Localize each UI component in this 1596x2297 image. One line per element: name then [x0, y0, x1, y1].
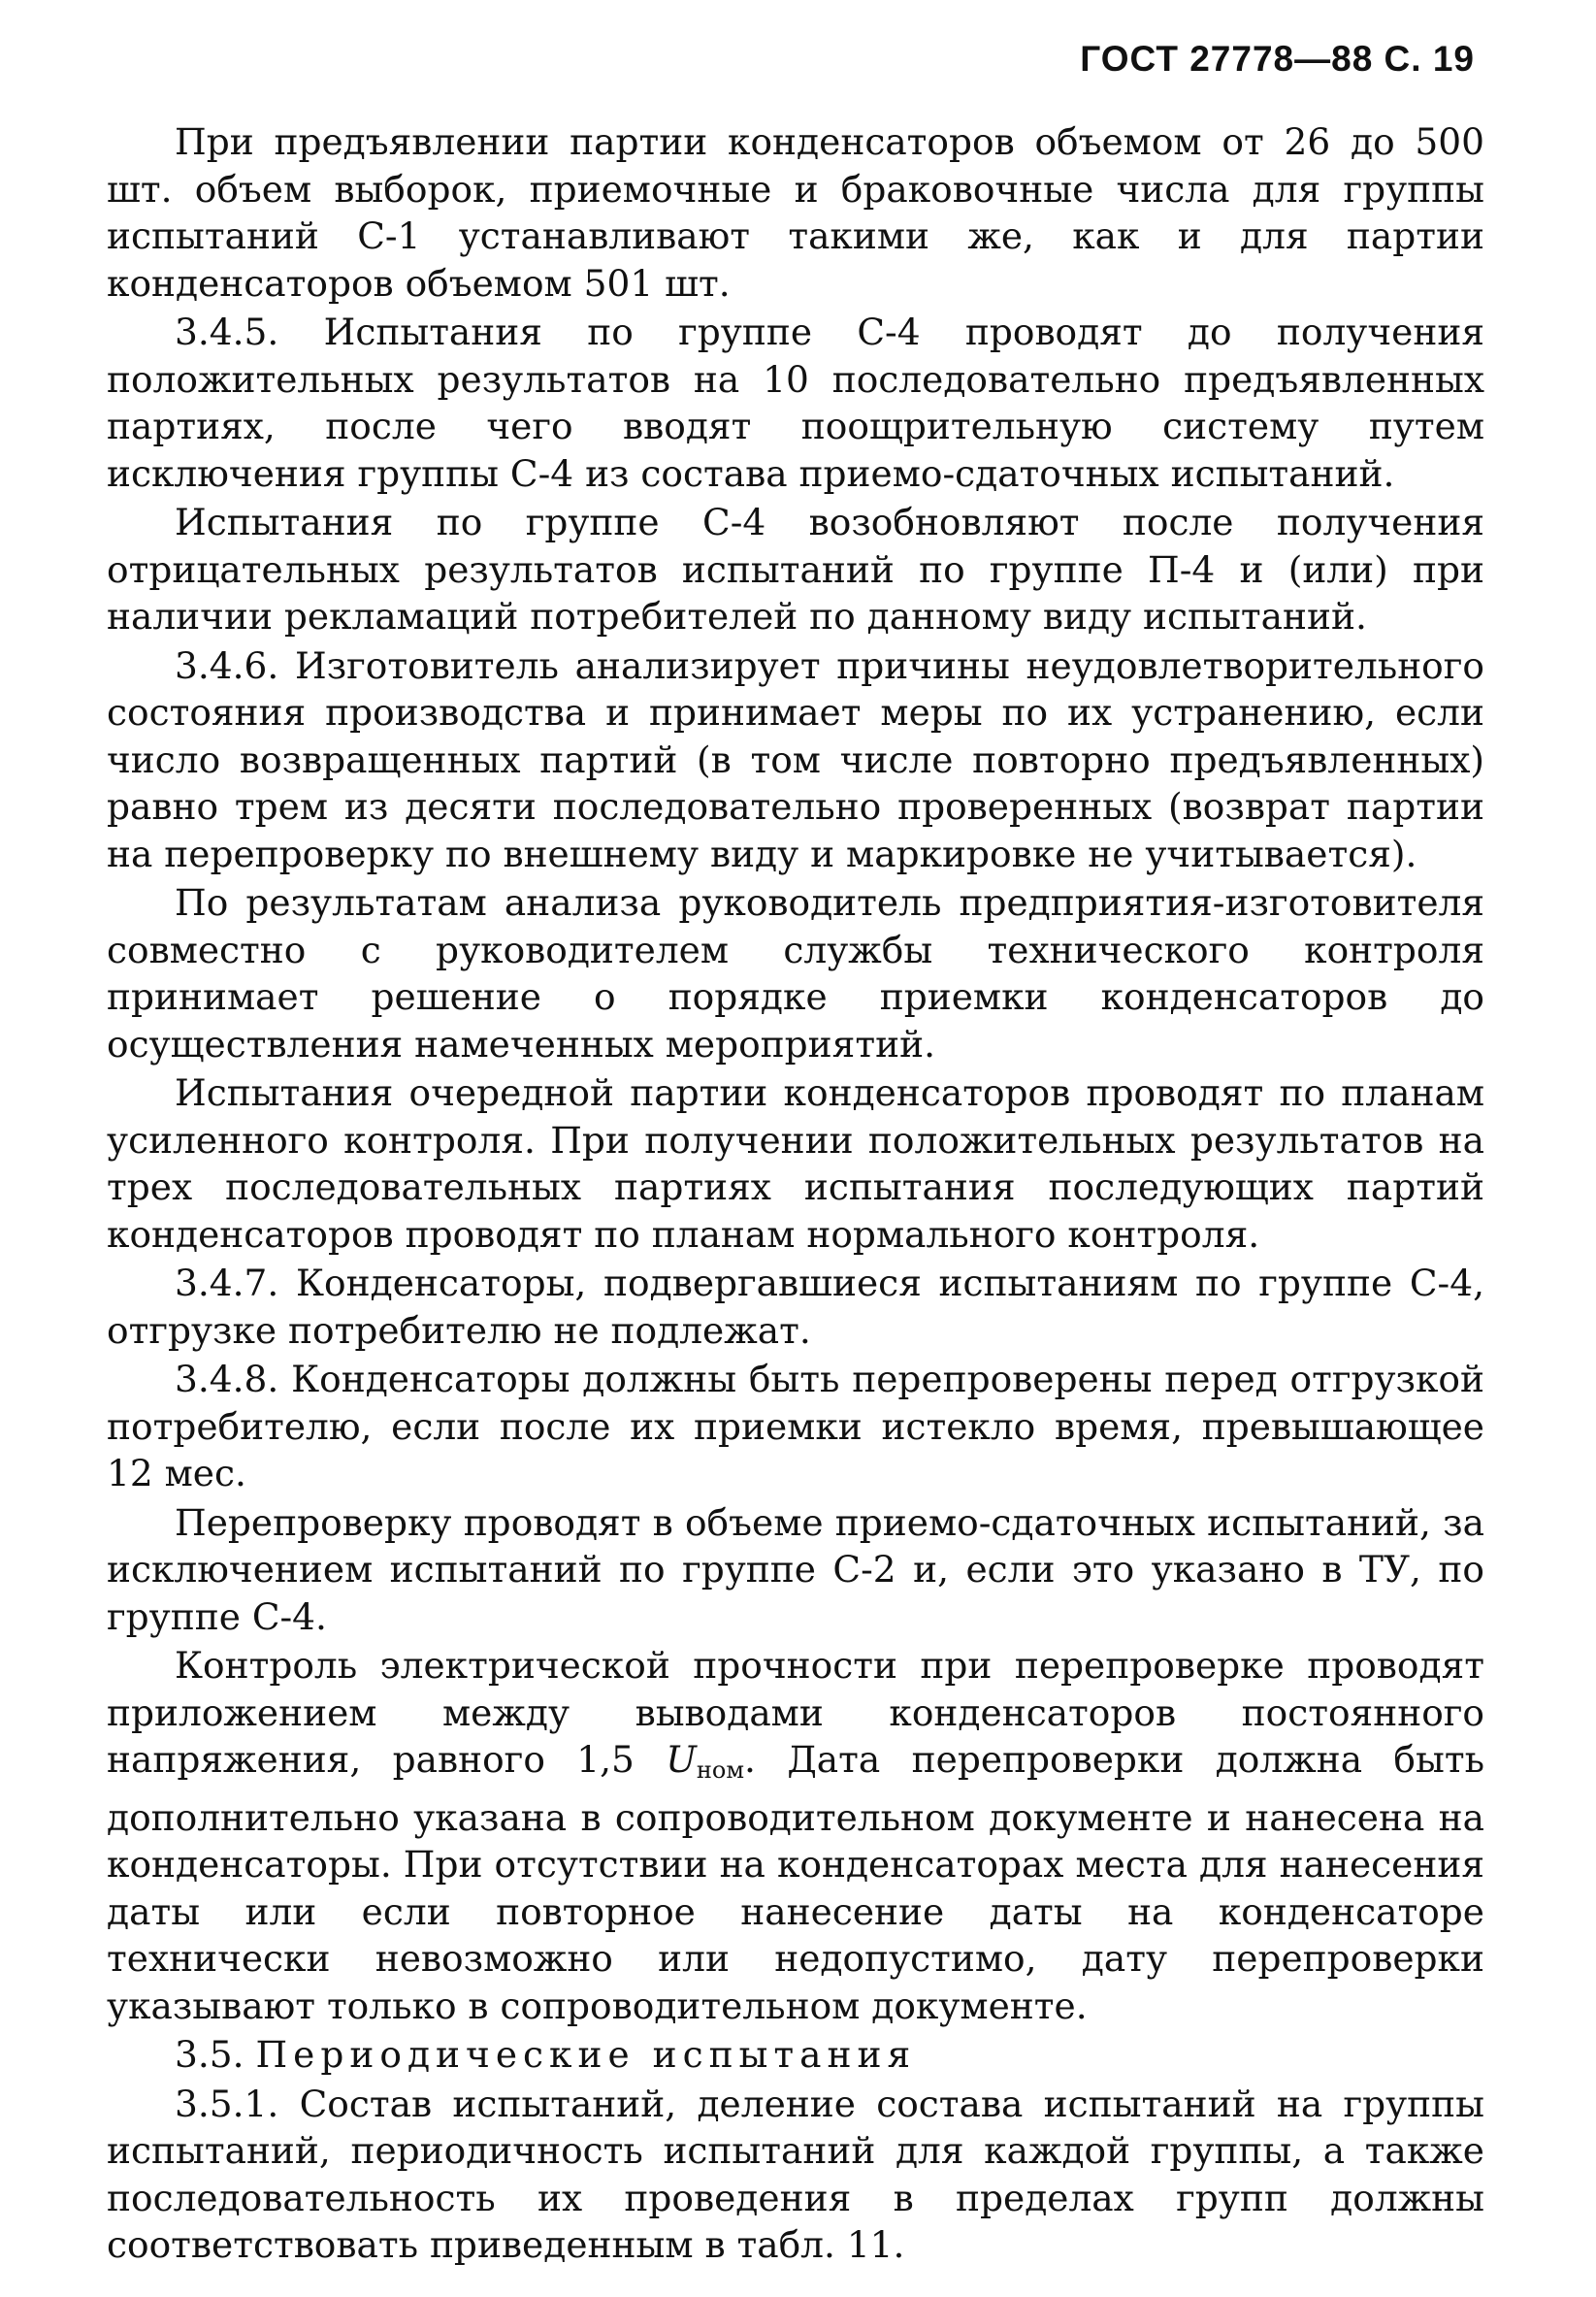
paragraph: Испытания по группе С-4 возобновляют после получения отрицательных результатов испытаний по группе П-4 и (или) при наличии рекламаций потребителей по данному виду испытаний. [107, 501, 1484, 638]
paragraph-voltage [107, 1642, 1484, 2029]
paragraph-3-4-5: 3.4.5. Испытания по группе С-4 проводят до получения положительных результатов на 10 последовательно предъявленных партиях, после чего вводят поощрительную систему путем исключения группы С-4 из состава приемо-сдаточных испытаний. [107, 311, 1484, 495]
paragraph-3-4-8: 3.4.8. Конденсаторы должны быть перепроверены перед отгрузкой потребителю, если после их приемки истекло время, превышающее 12 мес. [107, 1358, 1484, 1494]
paragraph: При предъявлении партии конденсаторов объемом от 26 до 500 шт. объем выборок, приемочные и браковочные числа для группы испытаний С-1 устанавливают такими же, как и для партии конденсаторов объемом 501 шт. [107, 120, 1484, 305]
paragraph-3-4-6: 3.4.6. Изготовитель анализирует причины неудовлетворительного состояния производства и принимает меры по их устранению, если число возвращенных партий (в том числе повторно предъявленных) равно трем из десяти последовательно проверенных (возврат партии на перепроверку по внешнему виду и маркировке не учитывается). [107, 643, 1484, 875]
paragraph-3-5-1: 3.5.1. Состав испытаний, деление состава испытаний на группы испытаний, периодичность испытаний для каждой группы, а также последовательность их проведения в пределах групп должны соответствовать приведенным в табл. 11. [107, 2082, 1484, 2266]
page-header: ГОСТ 27778—88 С. 19 [1080, 39, 1475, 79]
voltage-subscript: ном [696, 1756, 745, 1784]
paragraph-3-4-7: 3.4.7. Конденсаторы, подвергавшиеся испытаниям по группе С-4, отгрузке потребителю не подлежат. [107, 1262, 1484, 1352]
text-segment: . Дата перепроверки должна быть дополнительно указана в сопроводительном документе и нанесена на конденсаторы. При отсутствии на конденсаторах места для нанесения даты или если повторное нанесение даты на конденсаторе технически невозможно или недопустимо, дату перепроверки указывают только в сопроводительном документе. [107, 1738, 1485, 2027]
voltage-symbol: U [666, 1738, 697, 1781]
paragraph: По результатам анализа руководитель предприятия-изготовителя совместно с руководителем службы технического контроля принимает решение о порядке приемки конденсаторов до осуществления намеченных мероприятий. [107, 881, 1484, 1066]
document-page [107, 39, 1484, 2271]
section-heading [107, 2031, 1484, 2079]
document-body [107, 118, 1484, 2269]
section-title: Периодические испытания [255, 2033, 917, 2076]
paragraph: Испытания очередной партии конденсаторов проводят по планам усиленного контроля. При получении положительных результатов на трех последовательных партиях испытания последующих партий конденсаторов проводят по планам нормального контроля. [107, 1071, 1484, 1256]
section-number: 3.5. [175, 2033, 256, 2076]
paragraph: Перепроверку проводят в объеме приемо-сдаточных испытаний, за исключением испытаний по группе С-2 и, если это указано в ТУ, по группе С-4. [107, 1500, 1484, 1638]
text-segment: Контроль электрической прочности при перепроверке проводят приложением между выводами конденсаторов постоянного напряжения, равного 1,5 [107, 1644, 1484, 1781]
